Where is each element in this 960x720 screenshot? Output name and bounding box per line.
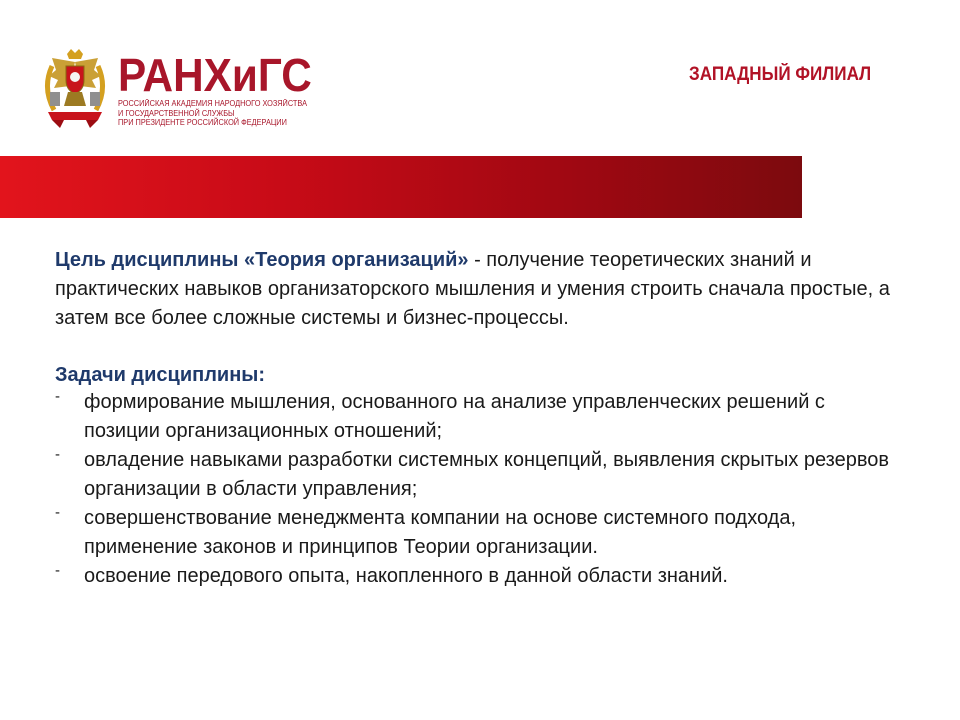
task-text: овладение навыками разработки системных концепций, выявления скрытых резервов организации в области управления;	[84, 449, 890, 500]
slide-content	[55, 246, 895, 591]
brand-subtitle-line: РОССИЙСКАЯ АКАДЕМИЯ НАРОДНОГО ХОЗЯЙСТВА	[118, 99, 307, 108]
goal-title: Цель дисциплины «Теория организаций»	[55, 249, 469, 271]
task-text: освоение передового опыта, накопленного в данной области знаний.	[84, 565, 728, 587]
tasks-list	[55, 388, 895, 591]
goal-paragraph	[55, 246, 895, 333]
list-item	[55, 504, 895, 562]
goal-text: - получение теоретических знаний и практических навыков организаторского мышления и умения строить сначала простые, а затем все более сложные системы и бизнес-процессы.	[55, 249, 890, 329]
list-item	[55, 562, 895, 591]
double-headed-eagle-icon	[40, 48, 110, 130]
list-item	[55, 388, 895, 446]
bullet-dash-icon: -	[55, 446, 60, 463]
brand-subtitle-line: ПРИ ПРЕЗИДЕНТЕ РОССИЙСКОЙ ФЕДЕРАЦИИ	[118, 118, 287, 127]
branch-name: ЗАПАДНЫЙ ФИЛИАЛ	[689, 64, 872, 85]
bullet-dash-icon: -	[55, 504, 60, 521]
brand-name: РАНХиГС	[118, 49, 312, 101]
bullet-dash-icon: -	[55, 388, 60, 405]
brand-block	[118, 49, 329, 128]
tasks-title: Задачи дисциплины:	[55, 364, 266, 386]
task-text: совершенствование менеджмента компании на основе системного подхода, применение законов и принципов Теории организации.	[84, 507, 797, 558]
bullet-dash-icon: -	[55, 562, 60, 579]
academy-emblem-logo	[40, 48, 110, 130]
brand-subtitle-line: И ГОСУДАРСТВЕННОЙ СЛУЖБЫ	[118, 108, 235, 118]
task-text: формирование мышления, основанного на анализе управленческих решений с позиции организационных отношений;	[84, 391, 825, 442]
brand-subtitle	[118, 99, 312, 128]
header-red-band	[0, 156, 802, 218]
list-item	[55, 446, 895, 504]
